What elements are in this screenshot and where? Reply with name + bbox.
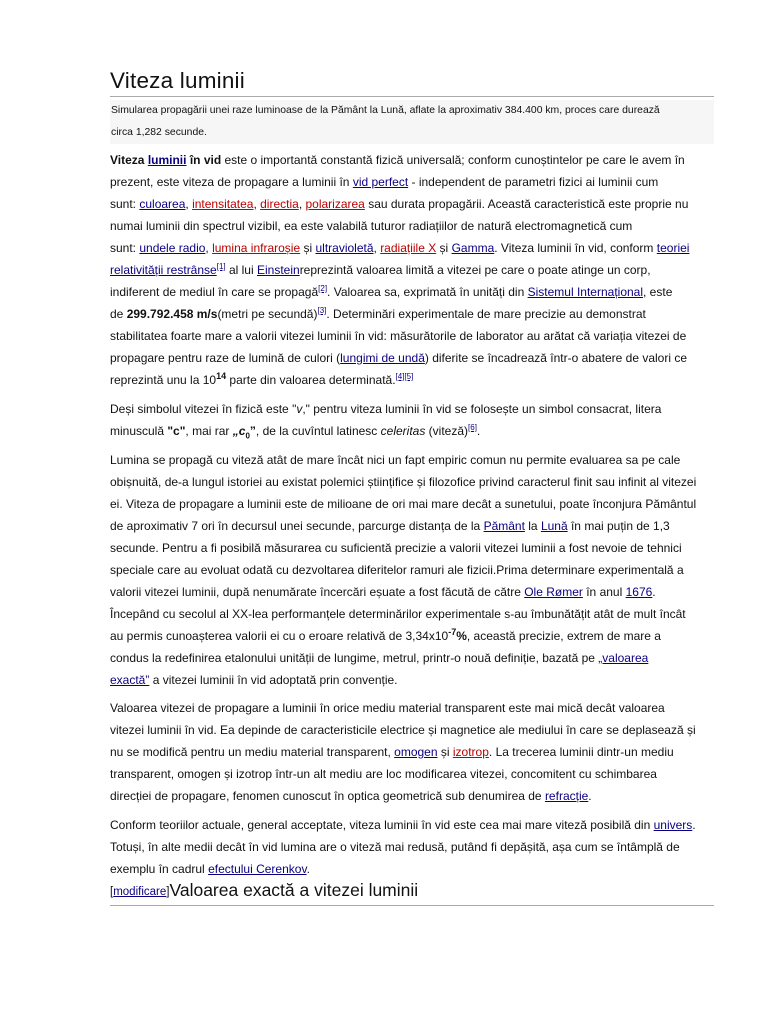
text: , această precizie, extrem de mare a — [466, 629, 661, 643]
text: și — [437, 745, 453, 759]
text-line: speciale care au evoluat odată cu dezvoltarea diferitelor ramuri ale fizicii.Prima determinare experimentală a — [110, 563, 684, 577]
paragraph-theory — [110, 814, 714, 880]
bracket: ] — [166, 886, 170, 898]
text-line: obișnuită, de-a lungul istoriei au existat polemici științifice și filozofice privind caracterul finit sau infinit al vitezei — [110, 475, 697, 489]
ref-link[interactable]: [6] — [468, 423, 477, 432]
text: . — [476, 424, 481, 438]
text: sau durata propagării. Această caracteristică este proprie nu — [364, 197, 689, 211]
bold-text: "c" — [167, 424, 186, 438]
text-line — [110, 149, 714, 171]
text-line — [110, 669, 714, 691]
text: parte din valoarea determinată. — [226, 373, 396, 387]
edit-section — [110, 886, 169, 898]
text: direcției de propagare, fenomen cunoscut în optica geometrică sub denumirea de — [110, 789, 545, 803]
text-line — [110, 515, 714, 537]
text-line — [110, 785, 714, 807]
reference — [217, 262, 226, 271]
text-line — [110, 259, 714, 281]
text: , este — [643, 285, 673, 299]
link-efectul-cerenkov[interactable]: efectului Cerenkov — [208, 862, 307, 876]
text-line — [110, 625, 714, 647]
text: - independent de parametri fizici ai luminii cum — [408, 175, 659, 189]
link-relativitatii-restranse[interactable]: relativității restrânse — [110, 263, 217, 277]
symbol-c0: „c — [232, 424, 246, 438]
text-line: vitezei luminii în vid. Ea depinde de caracteristicile electrice și magnetice ale mediului în care se deplasează și — [110, 723, 696, 737]
text-line — [110, 814, 714, 836]
reference — [468, 423, 477, 432]
italic-text: celeritas — [380, 424, 426, 438]
caption-line: circa 1,282 secunde. — [111, 127, 207, 138]
bracket: [ — [110, 886, 114, 898]
paragraph-media — [110, 697, 714, 807]
link-radiatiile-x[interactable]: radiațiile X — [380, 241, 437, 255]
text: minusculă — [110, 424, 168, 438]
link-luminii[interactable]: luminii — [147, 153, 187, 167]
text-line: numai luminii din spectrul vizibil, ea este valabilă tuturor radiațiilor de natură electromagnetică cum — [110, 219, 633, 233]
text: a vitezei luminii în vid adoptată prin convenție. — [149, 673, 398, 687]
link-luna[interactable]: Lună — [540, 519, 568, 533]
text: condus la redefinirea etalonului unității de lungime, metrul, printr-o nouă definiție, bazată pe — [110, 651, 599, 665]
text: Deși simbolul vitezei în fizică este " — [110, 402, 297, 416]
text: . Valoarea sa, exprimată în unități din — [327, 285, 528, 299]
text: la — [524, 519, 541, 533]
link-izotrop[interactable]: izotrop — [452, 745, 489, 759]
text: . — [306, 862, 310, 876]
text: de aproximativ 7 ori în decursul unei secunde, parcurge distanța de la — [110, 519, 484, 533]
text-line: Totuși, în alte medii decât în vid lumina are o viteză mai redusă, putând fi depășită, așa cum se întâmplă de — [110, 840, 680, 854]
link-pamant[interactable]: Pământ — [483, 519, 525, 533]
paragraph-intro — [110, 149, 714, 391]
speed-value: 299.792.458 m/s — [126, 307, 218, 321]
link-culoarea[interactable]: culoarea — [139, 197, 186, 211]
section-heading — [110, 880, 714, 906]
edit-link[interactable]: modificare — [113, 886, 167, 898]
paragraph-history — [110, 449, 714, 691]
text: . — [692, 818, 696, 832]
exponent: 14 — [216, 371, 227, 381]
text: . — [652, 585, 656, 599]
italic-text: v — [296, 402, 303, 416]
text-line — [110, 281, 714, 303]
text: ) diferite se încadrează într-o abatere de valori ce — [424, 351, 688, 365]
text: indiferent de mediul în care se propagă — [110, 285, 319, 299]
text: . — [588, 789, 592, 803]
page-title: Viteza luminii — [110, 67, 714, 97]
link-polarizarea[interactable]: polarizarea — [305, 197, 365, 211]
link-ole-romer[interactable]: Ole Rømer — [524, 585, 583, 599]
text-line — [110, 347, 714, 369]
text: și — [436, 241, 452, 255]
text: au permis cunoașterea valorii ei cu o eroare relativă de 3,34x10 — [110, 629, 449, 643]
bold-text: Viteza — [110, 153, 148, 167]
text: nu se modifică pentru un mediu material transparent, — [110, 745, 395, 759]
text: . Determinări experimentale de mare precizie au demonstrat — [326, 307, 646, 321]
caption-line: Simularea propagării unei raze luminoase de la Pământ la Lună, aflate la aproximativ 384.400 km, proces care durează — [111, 105, 660, 116]
text: de — [110, 307, 127, 321]
text-line: Valoarea vitezei de propagare a luminii în orice mediu material transparent este mai mică decât valoarea — [110, 701, 665, 715]
text: . La trecerea luminii dintr-un mediu — [488, 745, 674, 759]
text-line: sunt: culoarea, intensitatea, directia, polarizarea sau durata propagării. Această caracteristică este proprie nu — [110, 197, 689, 211]
link-einstein[interactable]: Einstein — [256, 263, 300, 277]
text-line — [110, 647, 714, 669]
link-exacta[interactable]: exactă” — [110, 673, 150, 687]
text: este o importantă constantă fizică universală; conform cunoștintelor pe care le avem în — [221, 153, 685, 167]
text: propagare pentru raze de lumină de culori ( — [110, 351, 341, 365]
text-line — [110, 741, 714, 763]
link-sistemul-international[interactable]: Sistemul Internațional — [527, 285, 644, 299]
text-line — [110, 369, 714, 391]
link-valoarea-exacta[interactable]: „valoarea — [598, 651, 649, 665]
text-line: transparent, omogen și izotrop într-un alt mediu are loc modificarea vitezei, concomitent cu schimbarea — [110, 767, 657, 781]
text: (metri pe secundă) — [217, 307, 318, 321]
text: . Viteza luminii în vid, conform — [494, 241, 657, 255]
link-gamma[interactable]: Gamma — [451, 241, 495, 255]
text: (viteză) — [425, 424, 469, 438]
section-title: Valoarea exactă a vitezei luminii — [169, 880, 419, 900]
text: exemplu în cadrul — [110, 862, 209, 876]
link-refractie[interactable]: refracție — [544, 789, 589, 803]
link-lumina-infrarosie[interactable]: lumina infraroșie — [212, 241, 301, 255]
paragraph-symbol — [110, 398, 714, 447]
bold-text: în vid — [186, 153, 222, 167]
ref-link[interactable]: [1] — [216, 262, 226, 271]
reference — [396, 372, 414, 381]
text: în anul — [582, 585, 626, 599]
subscript: 0 — [245, 431, 250, 441]
reference — [318, 284, 327, 293]
link-vid-perfect[interactable]: vid perfect — [352, 175, 409, 189]
bold-text: % — [456, 629, 467, 643]
link-univers[interactable]: univers — [653, 818, 693, 832]
link-teoriei[interactable]: teoriei — [656, 241, 690, 255]
text: , mai rar — [185, 424, 233, 438]
text: în mai puțin de 1,3 — [567, 519, 670, 533]
text: sunt: — [110, 241, 140, 255]
text: sunt: — [110, 197, 140, 211]
ref-link[interactable]: [4][5] — [395, 372, 414, 381]
text-line — [110, 581, 714, 603]
text-line: secunde. Pentru a fi posibilă măsurarea cu suficientă precizie a valorii vitezei luminii a fost nevoie de tehnici — [110, 541, 682, 555]
text: ," pentru viteza luminii în vid se folosește un simbol consacrat, litera — [302, 402, 662, 416]
link-directia[interactable]: directia — [260, 197, 299, 211]
text-line: ei. Viteza de propagare a luminii este de milioane de ori mai mare decât a sunetului, poate înconjura Pământul — [110, 497, 697, 511]
text: valorii vitezei luminii, după nenumărate încercări eșuate a fost făcută de către — [110, 585, 525, 599]
text-line — [110, 420, 714, 447]
text: ” — [249, 424, 256, 438]
text: Conform teoriilor actuale, general acceptate, viteza luminii în vid este cea mai mare viteză posibilă din — [110, 818, 654, 832]
text: al lui — [225, 263, 257, 277]
link-1676[interactable]: 1676 — [625, 585, 653, 599]
link-undele-radio[interactable]: undele radio — [139, 241, 206, 255]
text: reprezintă valoarea limită a vitezei pe care o poate atinge un corp, — [299, 263, 651, 277]
link-ultravioleta[interactable]: ultravioletă — [315, 241, 374, 255]
text-line: Lumina se propagă cu viteză atât de mare încât nici un fapt empiric comun nu permite evaluarea sa pe cale — [110, 453, 681, 467]
text: reprezintă unu la 10 — [110, 373, 217, 387]
ref-link[interactable]: [2] — [318, 284, 328, 293]
text: , de la cuvîntul latinesc — [255, 424, 381, 438]
text-line — [110, 171, 714, 193]
text: și — [300, 241, 316, 255]
text-line — [110, 303, 714, 325]
link-intensitatea[interactable]: intensitatea — [192, 197, 254, 211]
text: prezent, este viteza de propagare a luminii în — [110, 175, 353, 189]
text-line — [110, 858, 714, 880]
text-line: sunt: undele radio, lumina infraroșie și ultravioletă, radiațiile X și Gamma. Viteza luminii în vid, conform teoriei — [110, 241, 690, 255]
link-lungimi-de-unda[interactable]: lungimi de undă — [340, 351, 425, 365]
text-line: Începând cu secolul al XX-lea performanțele determinărilor experimentale s-au îmbunătățit atât de mult încât — [110, 607, 686, 621]
link-omogen[interactable]: omogen — [394, 745, 438, 759]
ref-link[interactable]: [3] — [317, 306, 327, 315]
exponent: -7 — [448, 627, 457, 637]
text-line: stabilitatea foarte mare a valorii vitezei luminii în vid: măsurătorile de laborator au arătat că variația vitezei de — [110, 329, 687, 343]
text-line — [110, 398, 714, 420]
image-caption — [110, 100, 714, 144]
